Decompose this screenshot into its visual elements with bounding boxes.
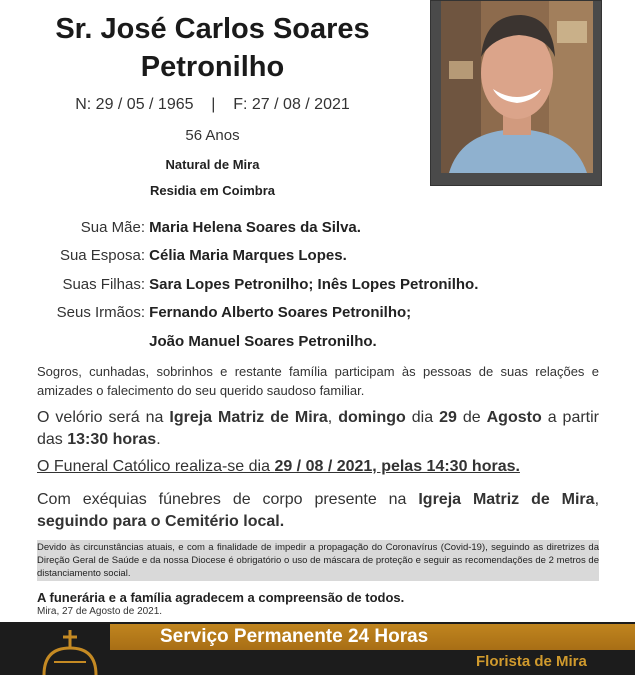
residence: Residia em Coimbra (150, 183, 275, 198)
relative-value: João Manuel Soares Petronilho. (149, 333, 377, 350)
portrait-image (441, 1, 593, 173)
wake-month: Agosto (486, 409, 542, 426)
exequias-text: Com exéquias fúnebres de corpo presente na (37, 491, 419, 508)
funeral-text: O Funeral Católico realiza-se dia (37, 458, 275, 475)
wake-text: , (327, 409, 339, 426)
wake-time: 13:30 horas (67, 431, 157, 448)
birth-death-dates: N: 29 / 05 / 1965 | F: 27 / 08 / 2021 (75, 96, 350, 113)
relative-row (0, 276, 478, 293)
portrait-photo (430, 0, 602, 186)
place-date: Mira, 27 de Agosto de 2021. (37, 606, 163, 617)
wake-date-day: 29 (439, 409, 457, 426)
funeral-home-logo (40, 628, 100, 675)
name-line-2: Petronilho (140, 51, 285, 83)
florist-name: Florista de Mira (476, 653, 587, 670)
exequias-cemetery: seguindo para o Cemitério local. (37, 513, 285, 530)
relative-value: Fernando Alberto Soares Petronilho; (149, 304, 412, 321)
relative-row (0, 304, 411, 321)
wake-day: domingo (338, 409, 406, 426)
service-banner: Serviço Permanente 24 Horas (160, 626, 429, 647)
deceased-name (20, 10, 405, 86)
relative-row (0, 333, 377, 350)
exequias-info (37, 489, 599, 533)
relative-value: Célia Maria Marques Lopes. (149, 247, 347, 264)
wake-place: Igreja Matriz de Mira (169, 409, 328, 426)
wake-info (37, 407, 599, 451)
relative-label: Sua Mãe: (80, 219, 145, 236)
exequias-text: , (594, 491, 600, 508)
thanks-text: A funerária e a família agradecem a compreensão de todos. (37, 590, 405, 605)
age: 56 Anos (185, 127, 240, 144)
funeral-info (37, 458, 599, 476)
wake-text: de (456, 409, 487, 426)
wake-text: dia (405, 409, 440, 426)
relative-row (0, 219, 361, 236)
exequias-church: Igreja Matriz de Mira (418, 491, 595, 508)
natural-of: Natural de Mira (165, 157, 260, 172)
wake-text: . (156, 431, 161, 448)
relative-row (0, 247, 347, 264)
relative-value: Maria Helena Soares da Silva. (149, 219, 361, 236)
name-line-1: Sr. José Carlos Soares (55, 13, 370, 45)
family-announcement: Sogros, cunhadas, sobrinhos e restante família participam às pessoas de suas relações e amizades o falecimento do seu querido saudoso familiar. (37, 364, 599, 398)
relative-value: Sara Lopes Petronilho; Inês Lopes Petronilho. (149, 276, 479, 293)
funeral-datetime: 29 / 08 / 2021, pelas 14:30 horas. (274, 458, 520, 475)
relative-label: Sua Esposa: (59, 247, 145, 264)
wake-text: O velório será na (37, 409, 170, 426)
relative-label: Seus Irmãos: (56, 304, 145, 321)
relative-label: Suas Filhas: (62, 276, 145, 293)
wake-text: a partir das (37, 409, 600, 448)
covid-notice: Devido às circunstâncias atuais, e com a finalidade de impedir a propagação do Coronavírus (Covid-19), seguindo as diretrizes da Direção Geral de Saúde e da nossa Diocese é obrigatório o uso de máscara de proteção e seguir as recomendações de 2 metros de distanciamento social. (37, 542, 599, 579)
